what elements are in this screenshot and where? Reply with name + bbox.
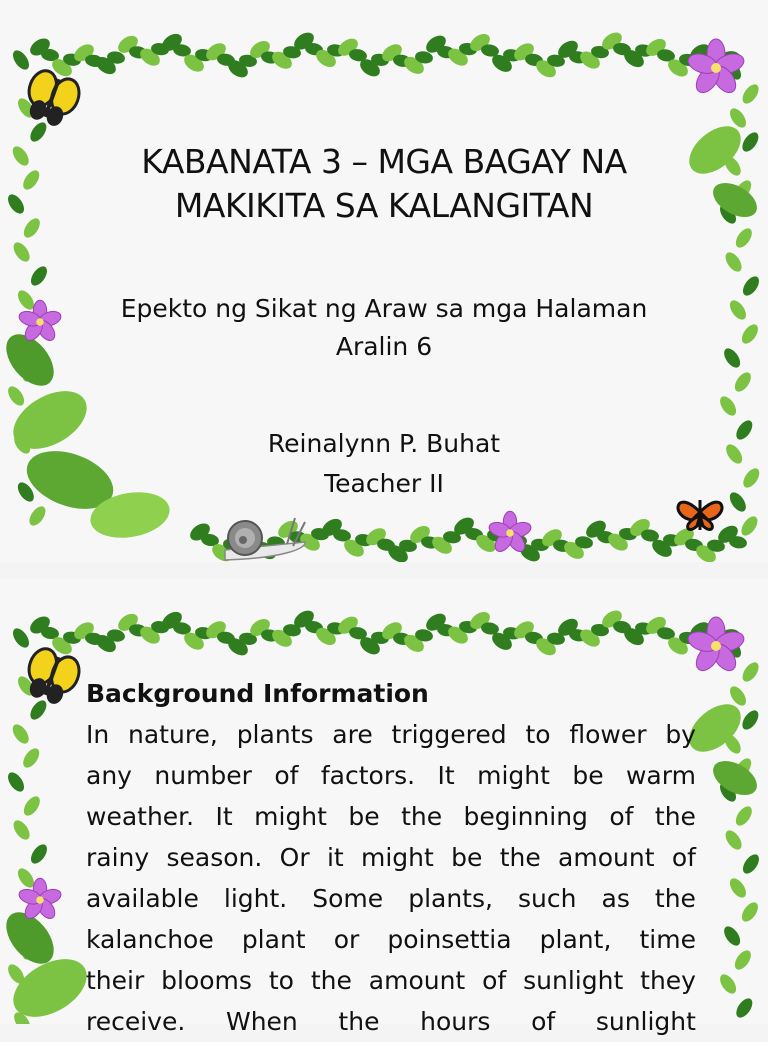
leaf-shape bbox=[739, 130, 761, 155]
body-word: poinsettia bbox=[387, 925, 512, 954]
leaf-shape bbox=[9, 722, 31, 747]
leaf-shape bbox=[739, 708, 761, 733]
body-text-line bbox=[86, 796, 696, 837]
body-word: the bbox=[654, 802, 696, 831]
body-word: receive. bbox=[86, 1007, 186, 1036]
body-word: are bbox=[332, 720, 373, 749]
leaf-shape bbox=[717, 972, 739, 997]
body-word: In bbox=[86, 720, 110, 749]
flower-center bbox=[506, 529, 514, 537]
flower-center bbox=[711, 641, 721, 651]
body-word: amount bbox=[558, 843, 655, 872]
body-word: kalanchoe bbox=[86, 925, 214, 954]
leaf-shape bbox=[21, 794, 43, 819]
body-word: of bbox=[671, 843, 696, 872]
leaf-shape bbox=[727, 876, 749, 901]
leaf-shape bbox=[722, 828, 744, 853]
author-info bbox=[70, 424, 698, 504]
leaf-shape bbox=[20, 746, 42, 771]
body-word: the bbox=[401, 802, 443, 831]
leaf-shape bbox=[740, 274, 762, 299]
body-word: to bbox=[268, 966, 294, 995]
body-word: weather. bbox=[86, 802, 195, 831]
leaf-shape bbox=[21, 216, 43, 241]
body-word: they bbox=[640, 966, 696, 995]
purple-flower-icon bbox=[686, 617, 747, 675]
body-word: of bbox=[531, 1007, 556, 1036]
leaf-shape bbox=[28, 264, 50, 289]
body-word: plants bbox=[236, 720, 314, 749]
body-word: hours bbox=[420, 1007, 491, 1036]
body-text-line bbox=[86, 960, 696, 1001]
flower-center bbox=[711, 63, 721, 73]
body-word: sunlight bbox=[523, 966, 624, 995]
title-line: MAKIKITA SA KALANGITAN bbox=[174, 186, 594, 225]
leaf-shape bbox=[5, 770, 27, 795]
leaf-shape bbox=[738, 514, 760, 539]
body-word: flower bbox=[569, 720, 647, 749]
body-text-line bbox=[86, 837, 696, 878]
body-word: rainy bbox=[86, 843, 150, 872]
body-word: the bbox=[310, 966, 352, 995]
background-info-body bbox=[86, 714, 696, 1042]
leaf-shape bbox=[740, 466, 762, 491]
leaf-shape bbox=[740, 852, 762, 877]
body-word: the bbox=[499, 843, 541, 872]
leaf-shape bbox=[5, 192, 27, 217]
body-word: be bbox=[451, 843, 483, 872]
body-word: It bbox=[437, 761, 455, 790]
body-text-line bbox=[86, 878, 696, 919]
leaf-shape bbox=[727, 490, 749, 515]
body-word: number bbox=[154, 761, 252, 790]
body-word: nature, bbox=[128, 720, 218, 749]
body-text-line bbox=[86, 919, 696, 960]
leaf-shape bbox=[732, 370, 754, 395]
body-word: might bbox=[477, 761, 550, 790]
body-word: might bbox=[361, 843, 434, 872]
lesson-subtitle bbox=[70, 290, 698, 366]
leaf-shape bbox=[9, 144, 31, 169]
body-word: plant bbox=[241, 925, 306, 954]
body-word: be bbox=[348, 802, 380, 831]
body-word: the bbox=[654, 884, 696, 913]
body-text-line bbox=[86, 1001, 696, 1042]
leaf-shape bbox=[733, 804, 755, 829]
butterfly-icon bbox=[20, 67, 84, 131]
leaf-shape bbox=[739, 660, 761, 685]
body-word: blooms bbox=[161, 966, 252, 995]
leaf-shape bbox=[722, 250, 744, 275]
body-word: time bbox=[639, 925, 696, 954]
butterfly-icon bbox=[20, 645, 84, 709]
body-word: or bbox=[333, 925, 360, 954]
body-word: might bbox=[254, 802, 327, 831]
body-word: amount bbox=[368, 966, 466, 995]
body-word: be bbox=[572, 761, 604, 790]
leaf-shape bbox=[27, 698, 49, 723]
leaf-shape bbox=[733, 226, 755, 251]
body-word: Or bbox=[279, 843, 310, 872]
leaf-shape bbox=[723, 442, 745, 467]
leaf-shape bbox=[733, 418, 755, 443]
body-word: of bbox=[274, 761, 299, 790]
title-line: KABANATA 3 – MGA BAGAY NA bbox=[141, 142, 627, 181]
body-word: sunlight bbox=[595, 1007, 696, 1036]
flower-center bbox=[36, 318, 44, 326]
leaf-shape bbox=[10, 818, 32, 843]
body-word: of bbox=[609, 802, 634, 831]
leaf-shape bbox=[10, 626, 32, 651]
leaf-shape bbox=[733, 996, 755, 1021]
vine-leaves-decoration bbox=[27, 607, 742, 659]
body-word: plants, bbox=[408, 884, 493, 913]
author-role: Teacher II bbox=[324, 469, 444, 498]
purple-flower-icon bbox=[686, 39, 747, 97]
leaf-shape bbox=[721, 924, 743, 949]
body-word: beginning bbox=[463, 802, 588, 831]
body-word: of bbox=[482, 966, 507, 995]
body-word: it bbox=[326, 843, 344, 872]
leaf-shape bbox=[27, 120, 49, 145]
leaf-shape bbox=[26, 504, 48, 529]
body-word: season. bbox=[166, 843, 263, 872]
vine-leaves-decoration bbox=[717, 636, 762, 1021]
leaf-shape bbox=[732, 948, 754, 973]
vine-leaves-decoration bbox=[27, 29, 742, 81]
butterfly-icon bbox=[678, 500, 722, 530]
leaf-shape bbox=[739, 322, 761, 347]
body-word: It bbox=[215, 802, 233, 831]
body-word: warm bbox=[625, 761, 696, 790]
body-word: plant, bbox=[539, 925, 612, 954]
body-word: Some bbox=[312, 884, 384, 913]
slide-title-text bbox=[70, 140, 698, 228]
body-word: the bbox=[338, 1007, 380, 1036]
body-word: available bbox=[86, 884, 199, 913]
body-text-line bbox=[86, 714, 696, 755]
leaf-shape bbox=[739, 82, 761, 107]
body-word: to bbox=[525, 720, 551, 749]
leaf-shape bbox=[721, 346, 743, 371]
body-word: such bbox=[518, 884, 577, 913]
body-word: their bbox=[86, 966, 145, 995]
body-word: light. bbox=[223, 884, 288, 913]
body-word: triggered bbox=[391, 720, 507, 749]
body-word: any bbox=[86, 761, 132, 790]
leaf-shape bbox=[28, 842, 50, 867]
leaf-shape bbox=[717, 394, 739, 419]
flower-center bbox=[36, 896, 44, 904]
leaf-shape bbox=[20, 168, 42, 193]
body-word: factors. bbox=[320, 761, 416, 790]
leaf-shape bbox=[10, 240, 32, 265]
author-name: Reinalynn P. Buhat bbox=[267, 429, 501, 458]
leaf-shape bbox=[5, 384, 27, 409]
subtitle-line: Epekto ng Sikat ng Araw sa mga Halaman bbox=[120, 294, 648, 323]
body-text-line bbox=[86, 755, 696, 796]
background-info-heading: Background Information bbox=[86, 679, 429, 708]
leaf-shape bbox=[739, 900, 761, 925]
leaf-shape bbox=[10, 48, 32, 73]
leaf-shape bbox=[727, 298, 749, 323]
body-word: by bbox=[665, 720, 696, 749]
body-word: as bbox=[601, 884, 630, 913]
subtitle-line: Aralin 6 bbox=[335, 332, 433, 361]
body-word: When bbox=[225, 1007, 298, 1036]
